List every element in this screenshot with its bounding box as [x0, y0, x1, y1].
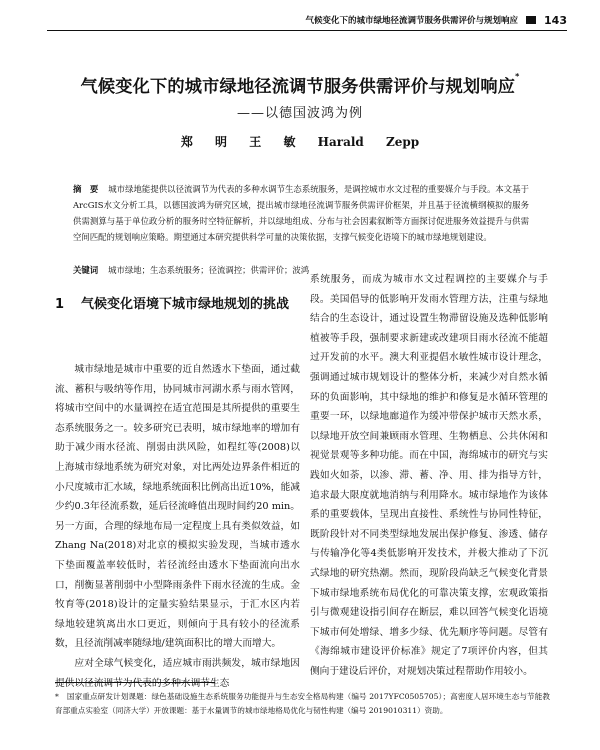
abstract-label: 摘 要 — [73, 184, 99, 194]
body-paragraph: 系统服务，而成为城市水文过程调控的主要媒介与手段。美国倡导的低影响开发雨水管理方法，注重与绿地结合的生态设计，通过设置生物滞留设施及选种低影响植被等手段，强制要求新建或改建项目雨水径流不能超过开发前的水平。澳大利亚提倡水敏性城市设计理念，强调通过城市规划设计的整体分析，来减少对自然水循环的负面影响，其中绿地的维护和修复是水循环管理的重要一环，以绿地廊道作为缓冲带保护城市天然水系，以绿地开放空间兼顾雨水管理、生物栖息、公共休闲和视觉景观等多种功能。而在中国，海绵城市的研究与实践如火如荼，以渗、滞、蓄、净、用、排为指导方针，追求最大限度就地消纳与利用降水。城市绿地作为该体系的重要载体，呈现出直接性、系统性与协同性特征，既阶段针对不同类型绿地发展出保护修复、渗透、储存与传输净化等4类低影响开发技术，并极大推动了下沉式绿地的研究热潮。然而，现阶段尚缺乏气候变化背景下城市绿地系统布局优化的可靠决策支撑，宏观政策指引与微观建设指引间存在断层，难以回答气候变化语境下城市何处增绿、增多少绿、优先顺序等问题。尽管有《海绵城市建设评价标准》规定了7项评价内容，但其侧向于建设后评价，对规划决策过程帮助作用较小。 — [310, 274, 548, 677]
section-number: 1 — [55, 297, 65, 312]
footnote — [55, 690, 550, 718]
running-header — [47, 10, 567, 30]
section-heading — [55, 293, 295, 316]
footnote-text: 国家重点研发计划课题：绿色基础设施生态系统服务功能提升与生态安全格局构建（编号 2017YFC0505705）；高密度人居环境生态与节能教育部重点实验室（同济大学）开放课题：基于水量调节的城市绿地格局优化与韧性构建（编号 2019010311）资助。 — [55, 692, 550, 715]
author-name: 王 — [249, 135, 262, 149]
title-footnote-mark: * — [515, 72, 520, 81]
author-name: 明 — [215, 135, 228, 149]
keywords-label: 关键词 — [73, 265, 99, 275]
left-column — [55, 360, 300, 693]
section-title: 气候变化语境下城市绿地规划的挑战 — [81, 297, 290, 312]
article-subtitle: ——以德国波鸿为例 — [236, 106, 363, 121]
article-title — [40, 72, 560, 97]
running-header-title: 气候变化下的城市绿地径流调节服务供需评价与规划响应 — [305, 16, 519, 26]
keywords-text: 城市绿地；生态系统服务；径流调控；供需评价；波鸿 — [108, 265, 310, 275]
author-name: 郑 — [180, 135, 193, 149]
footnote-mark: * — [55, 692, 59, 701]
header-separator-block — [526, 16, 536, 24]
author-name: 敏 — [283, 135, 296, 149]
author-name: Harald Zepp — [317, 135, 420, 149]
abstract-text: 城市绿地能提供以径流调节为代表的多种水调节生态系统服务，是调控城市水文过程的重要媒介与手段。本文基于ArcGIS水文分析工具，以德国波鸿为研究区域，提出城市绿地径流调节服务供需评价框架，并且基于径流横纲模拟的服务供需测算与基于单位政分析的服务时空特征解析，并以绿地组成、分布与社会因素叙断等方面探讨促进服务效益提升与供需空间匹配的规划响应策略。期望通过本研究提供科学可量的决策依据，支撑气候变化语境下的城市绿地规划建设。 — [73, 184, 529, 242]
author-line — [40, 133, 560, 150]
body-paragraph: 城市绿地是城市中重要的近自然透水下垫面，通过截流、蓄积与吸纳等作用，协同城市河湖水系与雨水管网，将城市空间中的水量调控在适宜范围是其所提供的重要生态系统服务之一。较多研究已表明，城市绿地率的增加有助于减少雨水径流、削弱由洪风险，如程红等(2008)以上海城市绿地系统为研究对象，对比两处边界条件相近的小尺度城市汇水域，绿地系统面积比例高出近10%，能减少约0.3年径流系数，延后径流峰值出现时间约20 min。另一方面，合理的绿地布局一定程度上具有类似效益，如Zhang Na(2018)对北京的模拟实验发现，当城市透水下垫面覆盖率较低时，若径流经由透水下垫面流向出水口，削衡显著削弱中小型降雨条件下雨水径流的生成。金牧育等(2018)设计的定量实验结果显示，于汇水区内若绿地较建筑离出水口更近，则倾向于具有较小的径流系数，且径流削减率随绿地/建筑面积比的增大而增大。 — [55, 364, 300, 650]
page-number: 143 — [544, 13, 567, 27]
header-rule — [47, 30, 567, 31]
abstract — [73, 181, 529, 245]
body-paragraph: 应对全球气候变化，适应城市雨洪频发，城市绿地因提供以径流调节为代表的多种水调节生态 — [55, 657, 300, 689]
right-column — [310, 270, 548, 681]
footnote-rule — [55, 682, 215, 683]
article-title-text: 气候变化下的城市绿地径流调节服务供需评价与规划响应 — [80, 77, 516, 97]
